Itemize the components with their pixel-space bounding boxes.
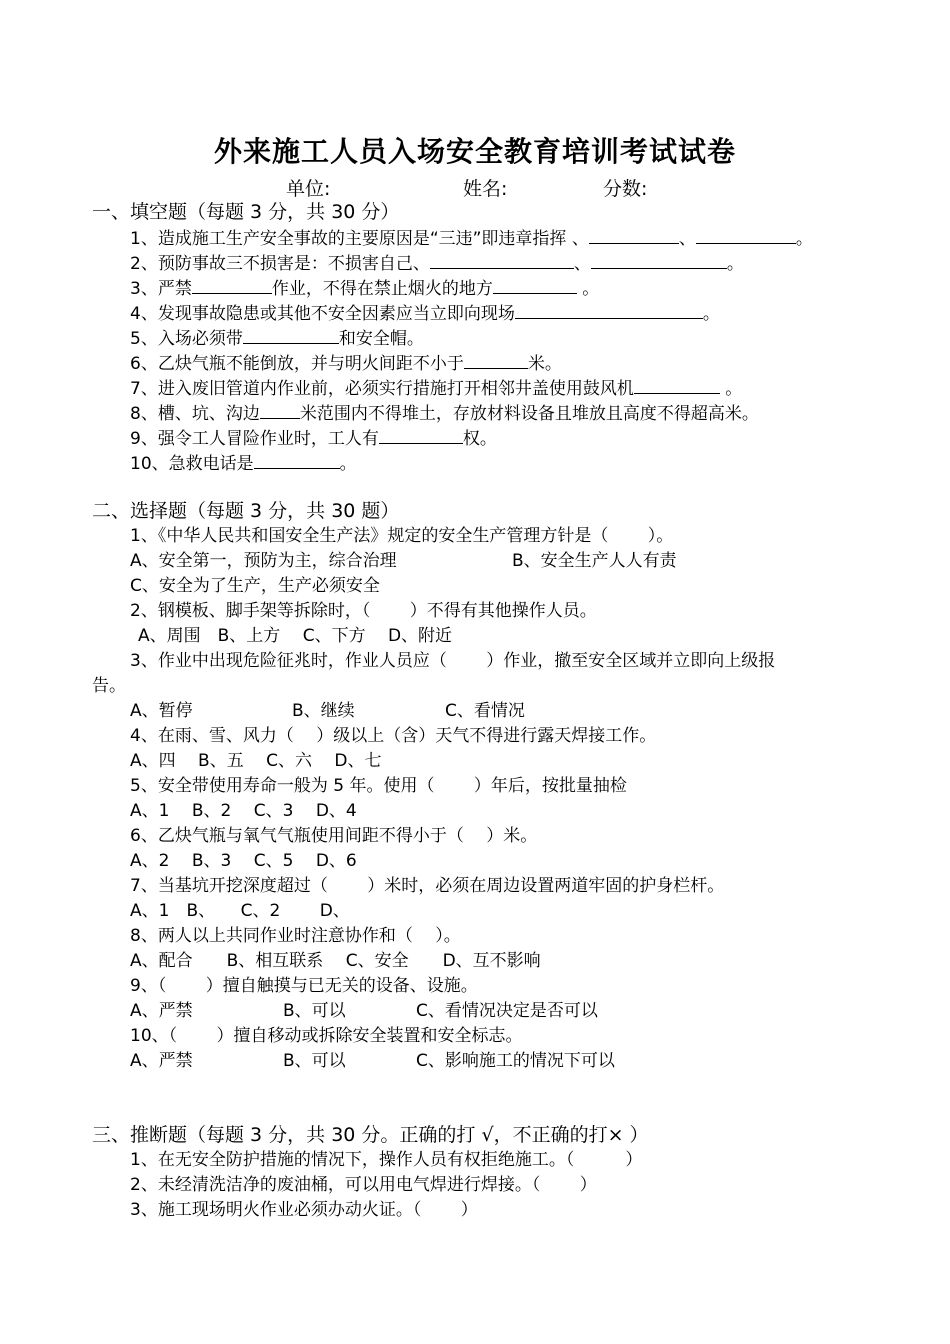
score-label: 分数: (603, 178, 648, 200)
question-text: 作业，不得在禁止烟火的地方 (271, 279, 493, 299)
choice-option[interactable]: C、看情况决定是否可以 (416, 1001, 598, 1021)
choice-options[interactable]: A、2 B、3 C、5 D、6 (130, 851, 357, 871)
answer-blank[interactable] (260, 400, 300, 419)
choice-option[interactable]: B、安全生产人人有责 (512, 551, 677, 571)
fill-question-2 (130, 250, 744, 276)
choice-option[interactable]: A、严禁 (130, 1051, 193, 1071)
section1-heading: 一、填空题（每题 3 分，共 30 分） (92, 201, 400, 223)
fill-question-1 (130, 225, 813, 251)
answer-blank[interactable] (379, 425, 463, 444)
answer-blank[interactable] (634, 375, 720, 394)
choice-question-10: 10、（ ）擅自移动或拆除安全装置和安全标志。 (130, 1026, 523, 1046)
fill-question-10 (130, 450, 357, 476)
answer-blank[interactable] (430, 250, 574, 269)
choice-option[interactable]: A、安全第一，预防为主，综合治理 (130, 551, 397, 571)
choice-option[interactable]: B、可以 (283, 1051, 346, 1071)
question-text: 米范围内不得堆土，存放材料设备且堆放且高度不得超高米。 (299, 404, 759, 424)
judge-question-3: 3、施工现场明火作业必须办动火证。（ ） (130, 1200, 478, 1220)
fill-question-7 (130, 375, 742, 401)
fill-question-4 (130, 300, 720, 326)
answer-blank[interactable] (464, 350, 528, 369)
section2-heading: 二、选择题（每题 3 分，共 30 题） (92, 500, 400, 522)
choice-question-2: 2、钢模板、脚手架等拆除时，（ ）不得有其他操作人员。 (130, 601, 597, 621)
question-text: 7、进入废旧管道内作业前，必须实行措施打开相邻井盖使用鼓风机 (130, 379, 634, 399)
choice-question-1: 1、《中华人民共和国安全生产法》规定的安全生产管理方针是（ ）。 (130, 526, 674, 546)
choice-option[interactable]: A、严禁 (130, 1001, 193, 1021)
question-text: 和安全帽。 (338, 329, 424, 349)
answer-blank[interactable] (515, 300, 703, 319)
answer-blank[interactable] (192, 275, 272, 294)
choice-option[interactable]: A、暂停 (130, 701, 193, 721)
question-text: 6、乙炔气瓶不能倒放，并与明火间距不小于 (130, 354, 464, 374)
choice-question-6: 6、乙炔气瓶与氧气气瓶使用间距不得小于（ ）米。 (130, 826, 538, 846)
choice-question-5: 5、安全带使用寿命一般为 5 年。使用（ ）年后，按批量抽检 (130, 776, 627, 796)
choice-options[interactable]: A、配合 B、相互联系 C、安全 D、互不影响 (130, 951, 541, 971)
choice-question-8: 8、两人以上共同作业时注意协作和（ ）。 (130, 926, 461, 946)
choice-option[interactable]: C、影响施工的情况下可以 (416, 1051, 615, 1071)
question-text: 5、入场必须带 (130, 329, 243, 349)
fill-question-3 (130, 275, 599, 301)
choice-option[interactable]: B、继续 (292, 701, 355, 721)
fill-question-8 (130, 400, 759, 426)
choice-option[interactable]: B、可以 (283, 1001, 346, 1021)
choice-options[interactable]: A、1 B、2 C、3 D、4 (130, 801, 357, 821)
unit-label: 单位: (286, 178, 331, 200)
fill-question-5 (130, 325, 424, 351)
question-text: 9、强令工人冒险作业时，工人有 (130, 429, 379, 449)
choice-question-7: 7、当基坑开挖深度超过（ ）米时，必须在周边设置两道牢固的护身栏杆。 (130, 876, 725, 896)
page-title: 外来施工人员入场安全教育培训考试试卷 (213, 135, 736, 168)
answer-blank[interactable] (591, 250, 727, 269)
choice-option[interactable]: C、安全为了生产，生产必须安全 (130, 576, 380, 596)
question-text: 3、严禁 (130, 279, 192, 299)
name-label: 姓名: (463, 178, 508, 200)
choice-question-9: 9、（ ）擅自触摸与已无关的设备、设施。 (130, 976, 478, 996)
question-text: 。 (795, 229, 813, 249)
choice-options[interactable]: A、1 B、 C、2 D、 (130, 901, 350, 921)
question-text: 。 (702, 304, 720, 324)
question-text: 10、急救电话是 (130, 454, 254, 474)
answer-blank[interactable] (589, 225, 679, 244)
question-text: 米。 (527, 354, 562, 374)
fill-question-9 (130, 425, 497, 451)
question-text: 8、槽、坑、沟边 (130, 404, 260, 424)
answer-blank[interactable] (243, 325, 339, 344)
choice-question-3-cont: 告。 (92, 676, 126, 696)
question-text: 1、造成施工生产安全事故的主要原因是“三违”即违章指挥 、 (130, 229, 589, 249)
judge-question-1: 1、在无安全防护措施的情况下，操作人员有权拒绝施工。（ ） (130, 1150, 643, 1170)
question-text: 、 (573, 254, 591, 274)
choice-options[interactable]: A、四 B、五 C、六 D、七 (130, 751, 382, 771)
question-text: 。 (719, 379, 743, 399)
answer-blank[interactable] (493, 275, 577, 294)
question-text: 。 (576, 279, 600, 299)
question-text: 。 (726, 254, 744, 274)
answer-blank[interactable] (254, 450, 340, 469)
choice-option[interactable]: C、看情况 (445, 701, 525, 721)
choice-question-4: 4、在雨、雪、风力（ ）级以上（含）天气不得进行露天焊接工作。 (130, 726, 657, 746)
question-text: 权。 (462, 429, 497, 449)
answer-blank[interactable] (696, 225, 796, 244)
question-text: 、 (678, 229, 696, 249)
question-text: 4、发现事故隐患或其他不安全因素应当立即向现场 (130, 304, 515, 324)
choice-options[interactable]: A、周围 B、上方 C、下方 D、附近 (138, 626, 453, 646)
section3-heading: 三、推断题（每题 3 分，共 30 分。正确的打 √，不正确的打× ） (92, 1124, 649, 1146)
question-text: 。 (339, 454, 357, 474)
choice-question-3: 3、作业中出现危险征兆时，作业人员应（ ）作业，撤至安全区域并立即向上级报 (130, 651, 776, 671)
question-text: 2、预防事故三不损害是：不损害自己、 (130, 254, 430, 274)
judge-question-2: 2、未经清洗洁净的废油桶，可以用电气焊进行焊接。（ ） (130, 1175, 597, 1195)
fill-question-6 (130, 350, 562, 376)
